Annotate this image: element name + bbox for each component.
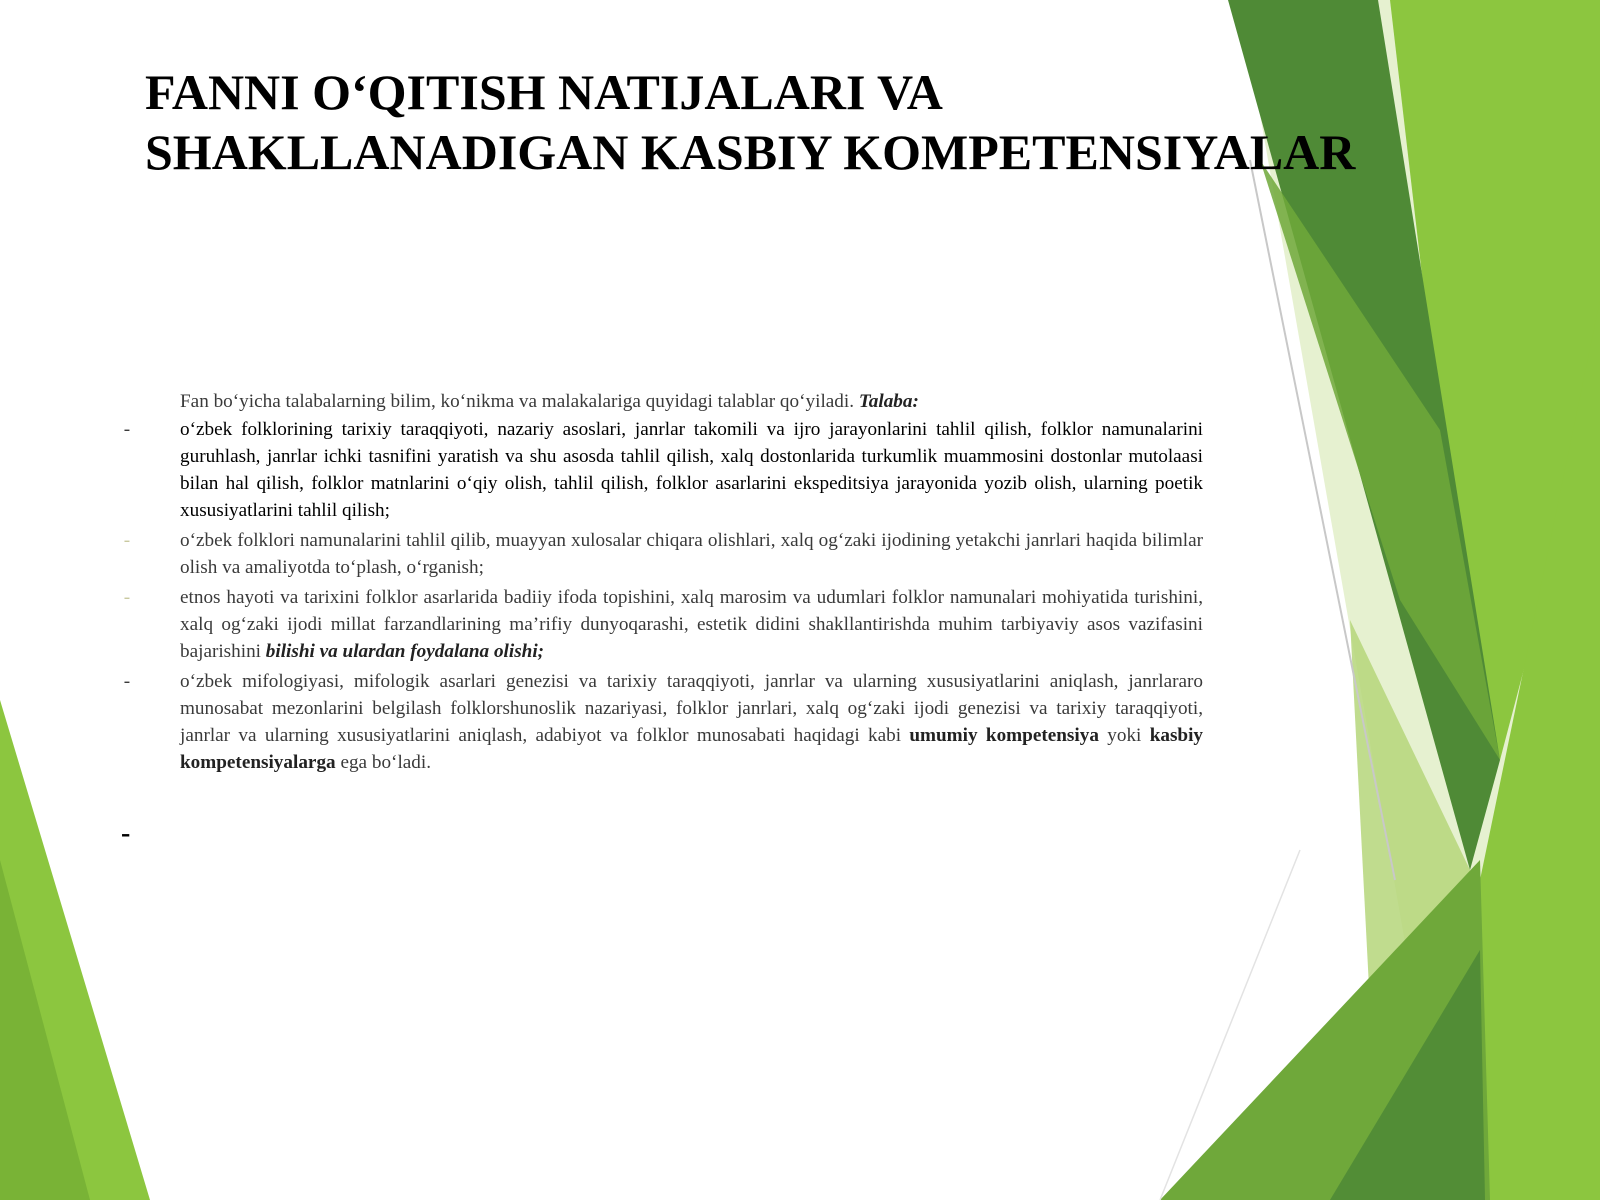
list-item-text: o‘zbek folklori namunalarini tahlil qilib, muayyan xulosalar chiqara olishlari, xalq og‘zaki ijodining yetakchi janrlari haqida bilimlar olish va amaliyotda to‘plash, o‘rganish; — [180, 530, 1203, 578]
list-item-text: etnos hayoti va tarixini folklor asarlarida badiiy ifoda topishini, xalq marosim va udumlari folklor namunalari mohiyatida turishini, xalq og‘zaki ijodi millat farzandlarining ma’rifiy dunyoqarashi, estetik didini shakllantirishda muhim tarbiyaviy asos vazifasini bajarishini — [180, 587, 1203, 662]
intro-emphasis: Talaba: — [858, 391, 919, 412]
slide-body — [123, 388, 1204, 779]
list-item-bold-2: kasbiy kompetensiyalarga — [180, 725, 1204, 773]
list-item-paragraph — [180, 668, 1203, 776]
bullet-marker: - — [123, 530, 131, 551]
list-item — [123, 527, 1203, 581]
list-item-emphasis: bilishi va ulardan foydalana olishi; — [265, 641, 545, 662]
title-line-1: FANNI O‘QITISH NATIJALARI VA — [145, 64, 943, 120]
list-item-paragraph — [180, 584, 1203, 665]
bullet-marker: - — [123, 587, 131, 608]
slide-title — [145, 62, 1445, 182]
intro-paragraph — [180, 388, 1203, 415]
list-item-text: o‘zbek folklorining tarixiy taraqqiyoti, nazariy asoslari, janrlar takomili va ijro jarayonlarini tahlil qilish, folklor namunalarini guruhlash, janrlar ichki tasnifini yaratish va shu asosda tahlil qilish, xalq dostonlarida turkumlik muammosini dostonlar mutolaasi bilan hal qilish, folklor matnlarini o‘qiy olish, tahlil qilish, folklor asarlarini ekspeditsiya jarayonida yozib olish, ularning poetik xususiyatlarini tahlil qilish; — [180, 419, 1203, 521]
list-item — [123, 584, 1203, 665]
list-item-ending: ega bo‘ladi. — [340, 752, 432, 773]
list-item-middle: yoki — [1107, 725, 1142, 746]
list-item — [123, 416, 1203, 524]
list-item-text: o‘zbek mifologiyasi, mifologik asarlari genezisi va tarixiy taraqqiyoti, janrlar va ularning xususiyatlarini aniqlash, janrlararo munosabat mezonlarini belgilash folklorshunoslik nazariyasi, folklor janrlari, xalq og‘zaki ijodi genezisi va tarixiy taraqqiyoti, janrlar va ularning xususiyatlarini aniqlash, adabiyot va folklor munosabati haqidagi kabi — [180, 671, 1203, 746]
title-line-2: SHAKLLANADIGAN KASBIY KOMPETENSIYALAR — [145, 124, 1356, 180]
trailing-bullet-marker: - — [121, 818, 131, 849]
bullet-marker: - — [123, 671, 131, 692]
list-item-bold-1: umumiy kompetensiya — [909, 725, 1099, 746]
intro-text: Fan bo‘yicha talabalarning bilim, ko‘nikma va malakalariga quyidagi talablar qo‘yiladi. — [180, 391, 855, 412]
bullet-marker: - — [123, 419, 131, 440]
list-item — [123, 668, 1204, 776]
